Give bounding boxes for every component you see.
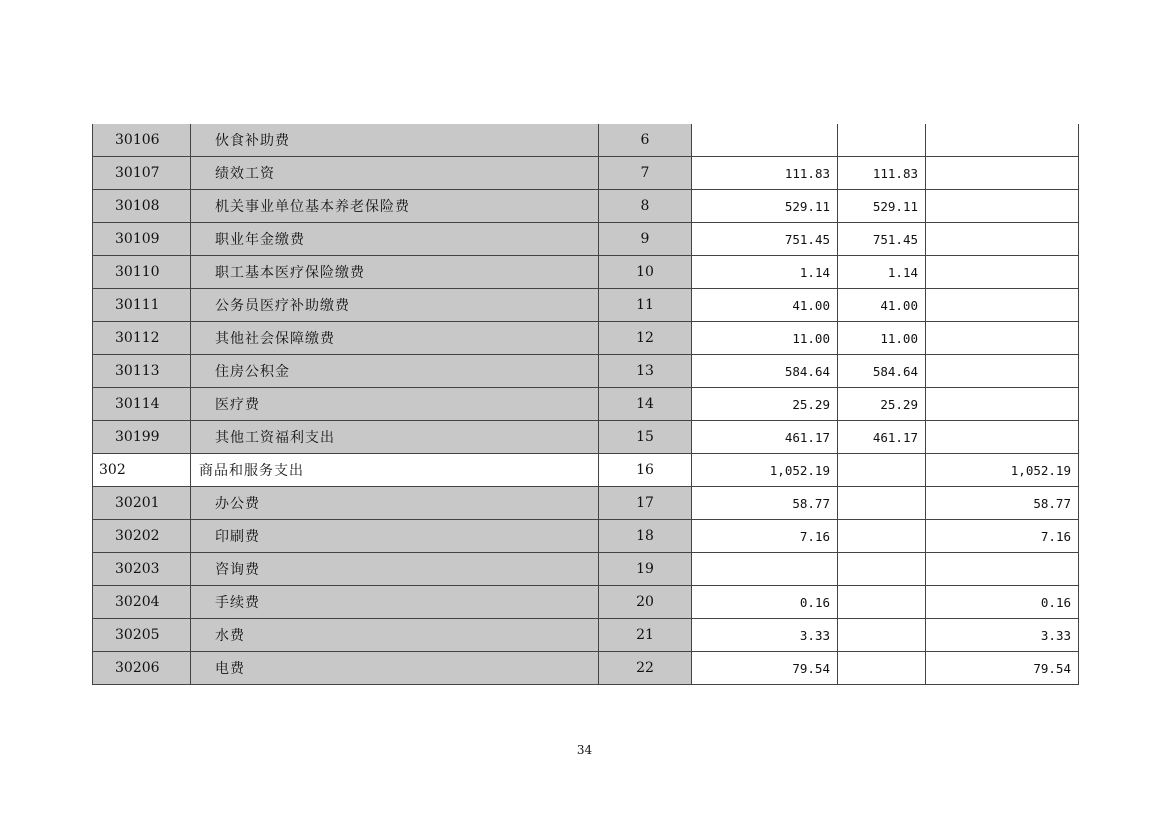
personnel-amount-cell: 25.29 — [838, 388, 926, 421]
personnel-amount-cell — [838, 586, 926, 619]
subject-code-cell: 30108 — [93, 190, 191, 223]
personnel-amount-cell: 751.45 — [838, 223, 926, 256]
public-amount-cell — [926, 355, 1079, 388]
subject-name-cell: 职业年金缴费 — [191, 223, 599, 256]
line-number-cell: 11 — [599, 289, 692, 322]
personnel-amount-cell — [838, 454, 926, 487]
table-row — [93, 586, 1079, 619]
total-amount-cell: 58.77 — [692, 487, 838, 520]
total-amount-cell: 1.14 — [692, 256, 838, 289]
personnel-amount-cell: 11.00 — [838, 322, 926, 355]
subject-code-cell: 30202 — [93, 520, 191, 553]
table-row — [93, 421, 1079, 454]
subject-code-cell: 30106 — [93, 124, 191, 157]
public-amount-cell — [926, 124, 1079, 157]
line-number-cell: 8 — [599, 190, 692, 223]
table-row — [93, 553, 1079, 586]
subject-code-cell: 302 — [93, 454, 191, 487]
total-amount-cell: 1,052.19 — [692, 454, 838, 487]
line-number-cell: 17 — [599, 487, 692, 520]
public-amount-cell: 0.16 — [926, 586, 1079, 619]
personnel-amount-cell — [838, 619, 926, 652]
public-amount-cell — [926, 223, 1079, 256]
subject-code-cell: 30110 — [93, 256, 191, 289]
subject-code-cell: 30114 — [93, 388, 191, 421]
total-amount-cell: 0.16 — [692, 586, 838, 619]
personnel-amount-cell: 529.11 — [838, 190, 926, 223]
subject-code-cell: 30107 — [93, 157, 191, 190]
personnel-amount-cell: 111.83 — [838, 157, 926, 190]
personnel-amount-cell — [838, 553, 926, 586]
subject-name-cell: 商品和服务支出 — [191, 454, 599, 487]
subject-name-cell: 公务员医疗补助缴费 — [191, 289, 599, 322]
line-number-cell: 14 — [599, 388, 692, 421]
public-amount-cell: 79.54 — [926, 652, 1079, 685]
total-amount-cell: 7.16 — [692, 520, 838, 553]
subject-code-cell: 30199 — [93, 421, 191, 454]
line-number-cell: 20 — [599, 586, 692, 619]
subject-name-cell: 咨询费 — [191, 553, 599, 586]
subject-code-cell: 30204 — [93, 586, 191, 619]
total-amount-cell: 584.64 — [692, 355, 838, 388]
line-number-cell: 22 — [599, 652, 692, 685]
subject-code-cell: 30205 — [93, 619, 191, 652]
public-amount-cell: 7.16 — [926, 520, 1079, 553]
public-amount-cell: 1,052.19 — [926, 454, 1079, 487]
public-amount-cell — [926, 322, 1079, 355]
table-row — [93, 652, 1079, 685]
subject-name-cell: 手续费 — [191, 586, 599, 619]
public-amount-cell — [926, 421, 1079, 454]
subject-name-cell: 职工基本医疗保险缴费 — [191, 256, 599, 289]
subject-name-cell: 住房公积金 — [191, 355, 599, 388]
subject-name-cell: 电费 — [191, 652, 599, 685]
subject-code-cell: 30206 — [93, 652, 191, 685]
expenditure-table-container — [92, 124, 1078, 685]
total-amount-cell: 79.54 — [692, 652, 838, 685]
subject-code-cell: 30112 — [93, 322, 191, 355]
subject-name-cell: 印刷费 — [191, 520, 599, 553]
subject-name-cell: 其他社会保障缴费 — [191, 322, 599, 355]
personnel-amount-cell: 1.14 — [838, 256, 926, 289]
table-row — [93, 256, 1079, 289]
public-amount-cell — [926, 388, 1079, 421]
table-row — [93, 190, 1079, 223]
table-row — [93, 289, 1079, 322]
subject-name-cell: 水费 — [191, 619, 599, 652]
total-amount-cell: 11.00 — [692, 322, 838, 355]
personnel-amount-cell: 461.17 — [838, 421, 926, 454]
table-row — [93, 454, 1079, 487]
subject-name-cell: 医疗费 — [191, 388, 599, 421]
line-number-cell: 6 — [599, 124, 692, 157]
total-amount-cell: 529.11 — [692, 190, 838, 223]
page-number: 34 — [576, 743, 593, 757]
table-row — [93, 157, 1079, 190]
subject-code-cell: 30113 — [93, 355, 191, 388]
public-amount-cell — [926, 256, 1079, 289]
table-row — [93, 223, 1079, 256]
public-amount-cell — [926, 190, 1079, 223]
line-number-cell: 7 — [599, 157, 692, 190]
subject-name-cell: 机关事业单位基本养老保险费 — [191, 190, 599, 223]
personnel-amount-cell — [838, 124, 926, 157]
line-number-cell: 18 — [599, 520, 692, 553]
subject-code-cell: 30203 — [93, 553, 191, 586]
total-amount-cell: 461.17 — [692, 421, 838, 454]
table-row — [93, 124, 1079, 157]
table-row — [93, 322, 1079, 355]
total-amount-cell: 3.33 — [692, 619, 838, 652]
table-row — [93, 487, 1079, 520]
line-number-cell: 16 — [599, 454, 692, 487]
line-number-cell: 12 — [599, 322, 692, 355]
table-row — [93, 388, 1079, 421]
total-amount-cell: 41.00 — [692, 289, 838, 322]
personnel-amount-cell — [838, 652, 926, 685]
public-amount-cell — [926, 289, 1079, 322]
table-row — [93, 619, 1079, 652]
total-amount-cell: 751.45 — [692, 223, 838, 256]
line-number-cell: 19 — [599, 553, 692, 586]
subject-name-cell: 绩效工资 — [191, 157, 599, 190]
line-number-cell: 13 — [599, 355, 692, 388]
table-row — [93, 520, 1079, 553]
total-amount-cell: 25.29 — [692, 388, 838, 421]
personnel-amount-cell: 41.00 — [838, 289, 926, 322]
line-number-cell: 15 — [599, 421, 692, 454]
line-number-cell: 21 — [599, 619, 692, 652]
line-number-cell: 9 — [599, 223, 692, 256]
subject-code-cell: 30111 — [93, 289, 191, 322]
public-amount-cell: 58.77 — [926, 487, 1079, 520]
subject-code-cell: 30109 — [93, 223, 191, 256]
total-amount-cell — [692, 124, 838, 157]
public-amount-cell: 3.33 — [926, 619, 1079, 652]
personnel-amount-cell — [838, 520, 926, 553]
public-amount-cell — [926, 157, 1079, 190]
subject-code-cell: 30201 — [93, 487, 191, 520]
total-amount-cell: 111.83 — [692, 157, 838, 190]
subject-name-cell: 伙食补助费 — [191, 124, 599, 157]
public-amount-cell — [926, 553, 1079, 586]
subject-name-cell: 办公费 — [191, 487, 599, 520]
subject-name-cell: 其他工资福利支出 — [191, 421, 599, 454]
personnel-amount-cell — [838, 487, 926, 520]
table-row — [93, 355, 1079, 388]
expenditure-table — [92, 124, 1079, 685]
total-amount-cell — [692, 553, 838, 586]
line-number-cell: 10 — [599, 256, 692, 289]
personnel-amount-cell: 584.64 — [838, 355, 926, 388]
